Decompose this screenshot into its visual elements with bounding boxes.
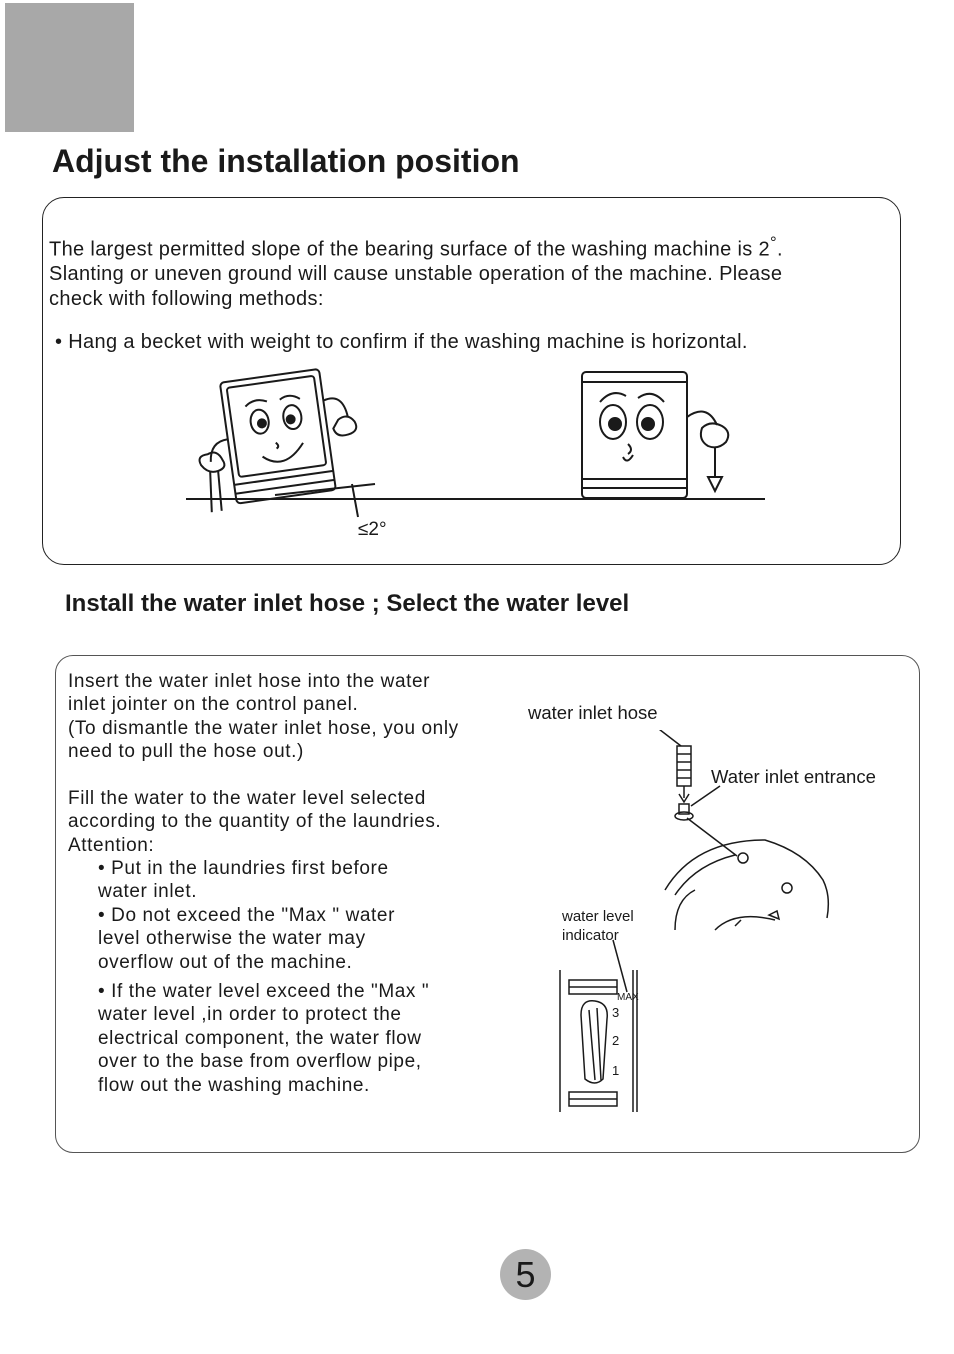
water-inlet-illustration [555,730,845,1120]
p1-line: inlet jointer on the control panel. [68,694,359,716]
bullet-line: overflow out of the machine. [98,951,353,973]
section-title-water: Install the water inlet hose ; Select the water level [65,590,630,617]
section-title-installation: Adjust the installation position [52,143,520,179]
intro-line-1: The largest permitted slope of the bearing surface of the washing machine is 2 [49,238,771,261]
p2-line: Attention: [68,834,155,856]
chapter-tab [5,3,134,132]
fill-paragraph [68,787,441,857]
label-water-inlet-hose: water inlet hose [528,702,658,723]
insert-paragraph [68,670,459,764]
bullet-line: flow out the washing machine. [98,1074,370,1096]
hose-icon [677,746,691,802]
page-number: 5 [500,1249,551,1300]
p1-line: (To dismantle the water inlet hose, you only [68,717,459,739]
indicator-line: indicator [562,927,619,944]
level-machine-icon [582,372,728,498]
slope-instructions [49,231,909,311]
intro-line-1-end: . [777,238,783,261]
bullet-line: over to the base from overflow pipe, [98,1051,422,1073]
bullet-line: • If the water level exceed the "Max " [98,981,430,1002]
gauge-max-label: MAX [617,992,639,1003]
intro-line-2: Slanting or uneven ground will cause unstable operation of the machine. Please [49,263,783,286]
bullet-line: water level ,in order to protect the [98,1004,402,1026]
indicator-line: water level [562,908,634,925]
p2-line: according to the quantity of the laundries. [68,811,442,833]
inlet-entrance-icon [675,804,693,820]
bullet-line: electrical component, the water flow [98,1027,422,1049]
angle-label: ≤2° [358,519,387,540]
gauge-2-label: 2 [612,1033,620,1048]
gauge-3-label: 3 [612,1005,620,1020]
p2-line: Fill the water to the water level selected [68,788,426,809]
level-check-illustration [180,362,780,547]
p1-line: need to pull the hose out.) [68,741,304,763]
intro-line-3: check with following methods: [49,287,324,310]
tilted-machine-icon [189,365,365,513]
bullet-laundries-first [98,857,389,904]
entrance-leader [691,786,720,806]
gauge-1-label: 1 [612,1063,620,1078]
control-panel-icon [665,840,828,930]
bullet-line: • Put in the laundries first before [98,858,389,879]
bullet-line: • Do not exceed the "Max " water [98,905,396,926]
bullet-line: water inlet. [98,881,198,903]
degree-sign: ° [770,233,778,252]
bullet-line: level otherwise the water may [98,928,366,950]
bullet-overflow [98,980,429,1097]
angle-pointer [352,484,358,517]
bullet-max-level [98,904,395,974]
label-water-inlet-entrance: Water inlet entrance [711,766,876,787]
becket-bullet: • Hang a becket with weight to confirm if the washing machine is horizontal. [55,331,748,353]
p1-line: Insert the water inlet hose into the water [68,671,431,692]
